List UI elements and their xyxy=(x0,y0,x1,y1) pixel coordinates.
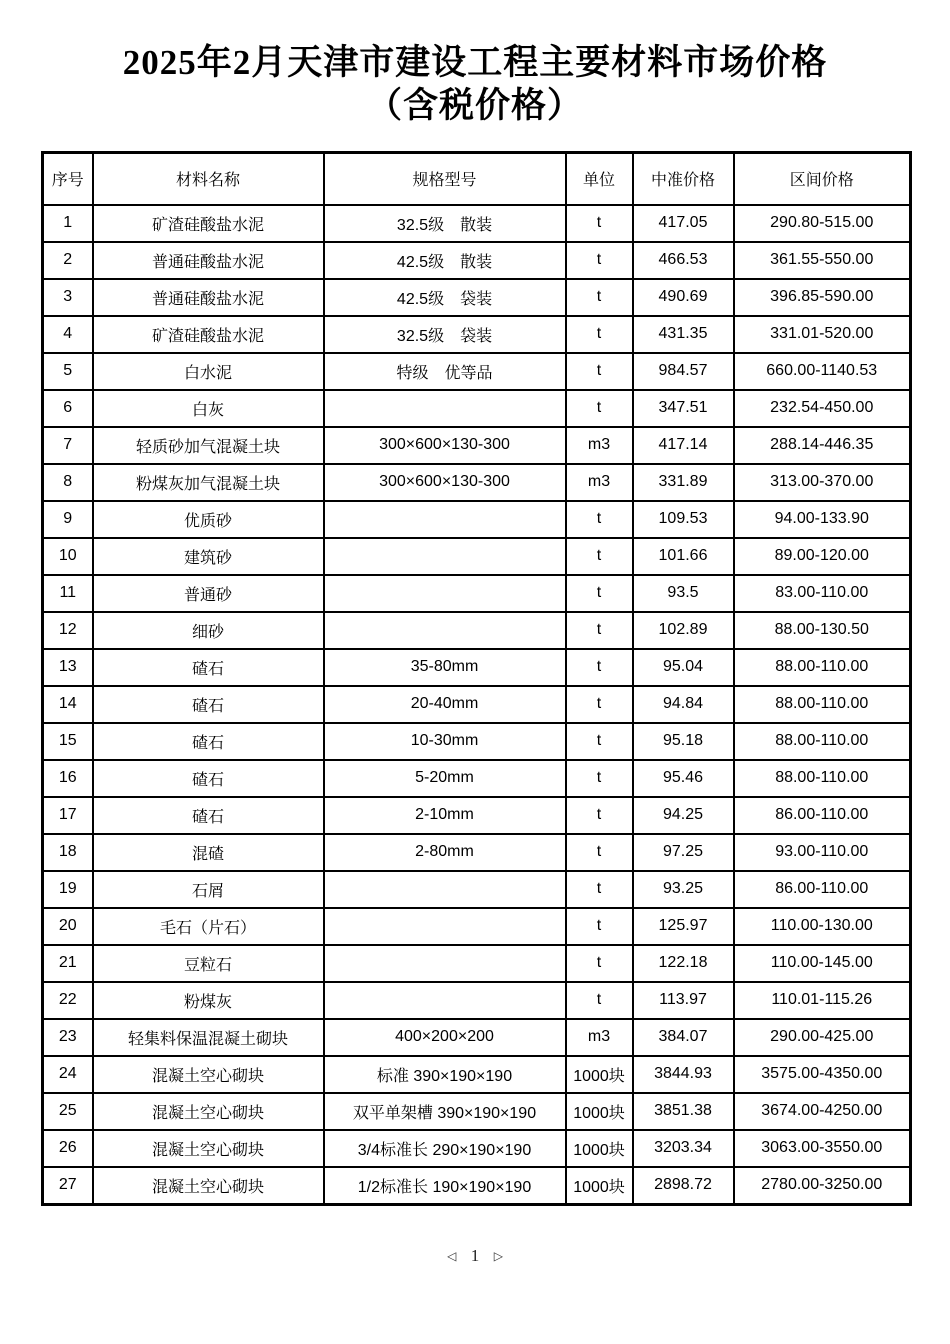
cell-unit: t xyxy=(566,390,633,427)
cell-spec-model: 双平单架槽 390×190×190 xyxy=(324,1093,566,1130)
cell-serial-number: 9 xyxy=(43,501,93,538)
document-page xyxy=(0,42,950,1344)
cell-serial-number: 6 xyxy=(43,390,93,427)
cell-material-name: 优质砂 xyxy=(93,501,324,538)
cell-spec-model: 400×200×200 xyxy=(324,1019,566,1056)
cell-unit: t xyxy=(566,279,633,316)
cell-serial-number: 13 xyxy=(43,649,93,686)
cell-material-name: 混凝土空心砌块 xyxy=(93,1167,324,1205)
cell-price-range: 288.14-446.35 xyxy=(734,427,911,464)
cell-material-name: 碴石 xyxy=(93,649,324,686)
cell-spec-model: 35-80mm xyxy=(324,649,566,686)
cell-serial-number: 3 xyxy=(43,279,93,316)
table-row xyxy=(43,612,911,649)
cell-unit: t xyxy=(566,686,633,723)
cell-unit: t xyxy=(566,649,633,686)
cell-price-range: 110.00-130.00 xyxy=(734,908,911,945)
table-row xyxy=(43,390,911,427)
cell-unit: t xyxy=(566,797,633,834)
cell-material-name: 碴石 xyxy=(93,797,324,834)
cell-spec-model xyxy=(324,538,566,575)
header-serial-number: 序号 xyxy=(43,152,93,205)
cell-base-price: 97.25 xyxy=(633,834,734,871)
cell-serial-number: 14 xyxy=(43,686,93,723)
cell-spec-model: 300×600×130-300 xyxy=(324,464,566,501)
cell-base-price: 384.07 xyxy=(633,1019,734,1056)
cell-base-price: 984.57 xyxy=(633,353,734,390)
cell-spec-model xyxy=(324,871,566,908)
cell-material-name: 轻集料保温混凝土砌块 xyxy=(93,1019,324,1056)
cell-unit: t xyxy=(566,760,633,797)
cell-base-price: 109.53 xyxy=(633,501,734,538)
table-row xyxy=(43,316,911,353)
cell-material-name: 白水泥 xyxy=(93,353,324,390)
cell-unit: 1000块 xyxy=(566,1093,633,1130)
cell-spec-model: 42.5级 散装 xyxy=(324,242,566,279)
cell-base-price: 490.69 xyxy=(633,279,734,316)
table-row xyxy=(43,1056,911,1093)
cell-spec-model: 20-40mm xyxy=(324,686,566,723)
cell-material-name: 碴石 xyxy=(93,760,324,797)
header-spec-model: 规格型号 xyxy=(324,152,566,205)
cell-material-name: 建筑砂 xyxy=(93,538,324,575)
cell-serial-number: 19 xyxy=(43,871,93,908)
cell-serial-number: 17 xyxy=(43,797,93,834)
page-title-line1: 2025年2月天津市建设工程主要材料市场价格 xyxy=(122,43,828,82)
cell-serial-number: 23 xyxy=(43,1019,93,1056)
cell-material-name: 碴石 xyxy=(93,686,324,723)
cell-price-range: 94.00-133.90 xyxy=(734,501,911,538)
cell-price-range: 88.00-110.00 xyxy=(734,686,911,723)
cell-price-range: 232.54-450.00 xyxy=(734,390,911,427)
cell-price-range: 88.00-110.00 xyxy=(734,649,911,686)
table-row xyxy=(43,1093,911,1130)
cell-serial-number: 15 xyxy=(43,723,93,760)
cell-spec-model xyxy=(324,390,566,427)
header-base-price: 中准价格 xyxy=(633,152,734,205)
cell-serial-number: 20 xyxy=(43,908,93,945)
cell-price-range: 86.00-110.00 xyxy=(734,797,911,834)
table-row xyxy=(43,982,911,1019)
cell-unit: m3 xyxy=(566,427,633,464)
cell-base-price: 122.18 xyxy=(633,945,734,982)
cell-spec-model xyxy=(324,945,566,982)
table-row xyxy=(43,760,911,797)
cell-spec-model: 1/2标准长 190×190×190 xyxy=(324,1167,566,1205)
table-header-row xyxy=(43,152,911,205)
cell-material-name: 石屑 xyxy=(93,871,324,908)
cell-material-name: 混碴 xyxy=(93,834,324,871)
cell-unit: t xyxy=(566,908,633,945)
cell-base-price: 431.35 xyxy=(633,316,734,353)
table-row xyxy=(43,501,911,538)
table-row xyxy=(43,871,911,908)
cell-unit: t xyxy=(566,575,633,612)
page-title xyxy=(0,42,950,127)
cell-serial-number: 8 xyxy=(43,464,93,501)
table-row xyxy=(43,1167,911,1205)
cell-price-range: 396.85-590.00 xyxy=(734,279,911,316)
cell-price-range: 110.01-115.26 xyxy=(734,982,911,1019)
cell-material-name: 普通砂 xyxy=(93,575,324,612)
table-row xyxy=(43,279,911,316)
cell-serial-number: 21 xyxy=(43,945,93,982)
cell-material-name: 碴石 xyxy=(93,723,324,760)
table-row xyxy=(43,945,911,982)
cell-unit: t xyxy=(566,316,633,353)
header-price-range: 区间价格 xyxy=(734,152,911,205)
cell-serial-number: 12 xyxy=(43,612,93,649)
cell-spec-model xyxy=(324,575,566,612)
cell-serial-number: 10 xyxy=(43,538,93,575)
cell-material-name: 混凝土空心砌块 xyxy=(93,1056,324,1093)
cell-unit: 1000块 xyxy=(566,1167,633,1205)
cell-base-price: 331.89 xyxy=(633,464,734,501)
cell-serial-number: 11 xyxy=(43,575,93,612)
cell-price-range: 2780.00-3250.00 xyxy=(734,1167,911,1205)
cell-price-range: 660.00-1140.53 xyxy=(734,353,911,390)
header-unit: 单位 xyxy=(566,152,633,205)
table-row xyxy=(43,686,911,723)
cell-spec-model: 2-10mm xyxy=(324,797,566,834)
table-row xyxy=(43,538,911,575)
cell-price-range: 86.00-110.00 xyxy=(734,871,911,908)
cell-spec-model xyxy=(324,908,566,945)
cell-base-price: 102.89 xyxy=(633,612,734,649)
cell-price-range: 88.00-110.00 xyxy=(734,760,911,797)
next-page-icon[interactable]: ▷ xyxy=(493,1248,503,1263)
cell-unit: t xyxy=(566,538,633,575)
cell-unit: t xyxy=(566,501,633,538)
cell-material-name: 混凝土空心砌块 xyxy=(93,1130,324,1167)
cell-serial-number: 22 xyxy=(43,982,93,1019)
cell-base-price: 2898.72 xyxy=(633,1167,734,1205)
cell-material-name: 矿渣硅酸盐水泥 xyxy=(93,205,324,242)
cell-serial-number: 7 xyxy=(43,427,93,464)
cell-base-price: 93.25 xyxy=(633,871,734,908)
header-material-name: 材料名称 xyxy=(93,152,324,205)
cell-unit: 1000块 xyxy=(566,1056,633,1093)
cell-spec-model: 3/4标准长 290×190×190 xyxy=(324,1130,566,1167)
table-row xyxy=(43,834,911,871)
cell-material-name: 粉煤灰 xyxy=(93,982,324,1019)
material-price-table xyxy=(41,151,912,1206)
cell-base-price: 3851.38 xyxy=(633,1093,734,1130)
cell-serial-number: 27 xyxy=(43,1167,93,1205)
cell-spec-model xyxy=(324,982,566,1019)
cell-serial-number: 4 xyxy=(43,316,93,353)
cell-price-range: 313.00-370.00 xyxy=(734,464,911,501)
cell-unit: t xyxy=(566,945,633,982)
cell-base-price: 417.14 xyxy=(633,427,734,464)
cell-serial-number: 18 xyxy=(43,834,93,871)
cell-price-range: 88.00-110.00 xyxy=(734,723,911,760)
cell-price-range: 290.00-425.00 xyxy=(734,1019,911,1056)
cell-base-price: 94.25 xyxy=(633,797,734,834)
cell-material-name: 矿渣硅酸盐水泥 xyxy=(93,316,324,353)
cell-serial-number: 2 xyxy=(43,242,93,279)
cell-material-name: 普通硅酸盐水泥 xyxy=(93,242,324,279)
current-page-number: 1 xyxy=(470,1245,480,1265)
cell-unit: m3 xyxy=(566,1019,633,1056)
pagination xyxy=(0,1246,950,1266)
cell-spec-model: 特级 优等品 xyxy=(324,353,566,390)
cell-base-price: 125.97 xyxy=(633,908,734,945)
cell-material-name: 白灰 xyxy=(93,390,324,427)
cell-material-name: 混凝土空心砌块 xyxy=(93,1093,324,1130)
table-row xyxy=(43,1019,911,1056)
cell-price-range: 3674.00-4250.00 xyxy=(734,1093,911,1130)
cell-base-price: 95.18 xyxy=(633,723,734,760)
cell-spec-model: 32.5级 散装 xyxy=(324,205,566,242)
table-row xyxy=(43,353,911,390)
cell-material-name: 普通硅酸盐水泥 xyxy=(93,279,324,316)
table-row xyxy=(43,649,911,686)
cell-serial-number: 1 xyxy=(43,205,93,242)
cell-unit: t xyxy=(566,871,633,908)
cell-spec-model: 标准 390×190×190 xyxy=(324,1056,566,1093)
table-row xyxy=(43,723,911,760)
cell-base-price: 417.05 xyxy=(633,205,734,242)
cell-spec-model xyxy=(324,501,566,538)
cell-base-price: 3844.93 xyxy=(633,1056,734,1093)
cell-base-price: 113.97 xyxy=(633,982,734,1019)
cell-price-range: 361.55-550.00 xyxy=(734,242,911,279)
cell-spec-model: 42.5级 袋装 xyxy=(324,279,566,316)
cell-spec-model: 10-30mm xyxy=(324,723,566,760)
cell-base-price: 94.84 xyxy=(633,686,734,723)
cell-price-range: 89.00-120.00 xyxy=(734,538,911,575)
table-row xyxy=(43,205,911,242)
cell-spec-model: 5-20mm xyxy=(324,760,566,797)
cell-base-price: 347.51 xyxy=(633,390,734,427)
table-body xyxy=(43,205,911,1205)
cell-price-range: 331.01-520.00 xyxy=(734,316,911,353)
cell-serial-number: 26 xyxy=(43,1130,93,1167)
cell-material-name: 粉煤灰加气混凝土块 xyxy=(93,464,324,501)
cell-price-range: 83.00-110.00 xyxy=(734,575,911,612)
cell-unit: t xyxy=(566,834,633,871)
cell-unit: t xyxy=(566,205,633,242)
cell-serial-number: 5 xyxy=(43,353,93,390)
cell-serial-number: 16 xyxy=(43,760,93,797)
table-row xyxy=(43,797,911,834)
cell-price-range: 3063.00-3550.00 xyxy=(734,1130,911,1167)
cell-price-range: 290.80-515.00 xyxy=(734,205,911,242)
table-row xyxy=(43,1130,911,1167)
table-row xyxy=(43,908,911,945)
cell-unit: t xyxy=(566,982,633,1019)
cell-unit: 1000块 xyxy=(566,1130,633,1167)
prev-page-icon[interactable]: ◁ xyxy=(447,1248,457,1263)
cell-unit: t xyxy=(566,242,633,279)
cell-price-range: 88.00-130.50 xyxy=(734,612,911,649)
cell-spec-model: 2-80mm xyxy=(324,834,566,871)
cell-price-range: 110.00-145.00 xyxy=(734,945,911,982)
cell-material-name: 细砂 xyxy=(93,612,324,649)
cell-material-name: 豆粒石 xyxy=(93,945,324,982)
table-row xyxy=(43,242,911,279)
cell-spec-model: 300×600×130-300 xyxy=(324,427,566,464)
cell-spec-model xyxy=(324,612,566,649)
cell-unit: t xyxy=(566,723,633,760)
cell-unit: t xyxy=(566,353,633,390)
page-title-line2: （含税价格） xyxy=(366,85,583,125)
cell-unit: m3 xyxy=(566,464,633,501)
cell-serial-number: 25 xyxy=(43,1093,93,1130)
cell-base-price: 101.66 xyxy=(633,538,734,575)
cell-price-range: 93.00-110.00 xyxy=(734,834,911,871)
cell-material-name: 毛石（片石） xyxy=(93,908,324,945)
cell-base-price: 3203.34 xyxy=(633,1130,734,1167)
cell-base-price: 95.46 xyxy=(633,760,734,797)
table-row xyxy=(43,464,911,501)
table-row xyxy=(43,427,911,464)
cell-base-price: 466.53 xyxy=(633,242,734,279)
table-row xyxy=(43,575,911,612)
cell-base-price: 95.04 xyxy=(633,649,734,686)
cell-material-name: 轻质砂加气混凝土块 xyxy=(93,427,324,464)
cell-price-range: 3575.00-4350.00 xyxy=(734,1056,911,1093)
cell-base-price: 93.5 xyxy=(633,575,734,612)
cell-serial-number: 24 xyxy=(43,1056,93,1093)
cell-spec-model: 32.5级 袋装 xyxy=(324,316,566,353)
cell-unit: t xyxy=(566,612,633,649)
